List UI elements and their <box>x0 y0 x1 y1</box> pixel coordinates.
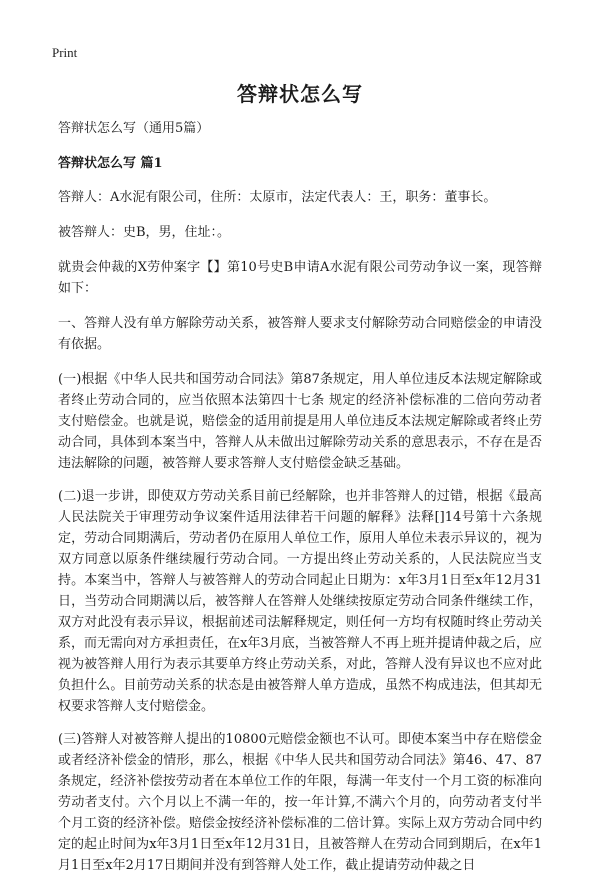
paragraph-sub-two: (二)退一步讲，即使双方劳动关系目前已经解除，也并非答辩人的过错，根据《最高人民法院关于审理劳动争议案件适用法律若干问题的解释》法释[]14号第十六条规定，劳动合同期满后，劳动者仍在原用人单位工作，原用人单位未表示异议的，视为双方同意以原条件继续履行劳动合同。一方提出终止劳动关系的，人民法院应当支持。本案当中，答辩人与被答辩人的劳动合同起止日期为：x年3月1日至x年12月31日，当劳动合同期满以后，被答辩人在答辩人处继续按原定劳动合同条件继续工作，双方对此没有表示异议，根据前述司法解释规定，则任何一方均有权随时终止劳动关系，而无需向对方承担责任，在x年3月底，当被答辩人不再上班并提请仲裁之后，应视为被答辩人用行为表示其要单方终止劳动关系，对此，答辩人没有异议也不应对此负担什么。目前劳动关系的状态是由被答辩人单方造成，虽然不构成违法，但其却无权要求答辩人支付赔偿金。 <box>58 489 542 714</box>
print-label: Print <box>52 45 78 60</box>
paragraph-respondent: 答辩人：A水泥有限公司，住所：太原市，法定代表人：王，职务：董事长。 <box>58 190 497 205</box>
section-heading: 答辩状怎么写 篇1 <box>58 156 163 171</box>
paragraph-claimant: 被答辩人：史B，男，住址：。 <box>58 225 231 240</box>
paragraph-intro: 就贵会仲裁的X劳仲案字【】第10号史B申请A水泥有限公司劳动争议一案，现答辩如下： <box>58 260 542 296</box>
paragraph-sub-three: (三)答辩人对被答辩人提出的10800元赔偿金额也不认可。即使本案当中存在赔偿金或者经济补偿金的情形，那么，根据《中华人民共和国劳动合同法》第46、47、87条规定，经济补偿按劳动者在本单位工作的年限，每满一年支付一个月工资的标准向劳动者支付。六个月以上不满一年的，按一年计算,不满六个月的，向劳动者支付半个月工资的经济补偿。赔偿金按经济补偿标准的二倍计算。实际上双方劳动合同中约定的起止时间为x年3月1日至x年12月31日，且被答辩人在劳动合同到期后，在x年1月1日至x年2月17日期间并没有到答辩人处工作，截止提请劳动仲裁之日 <box>58 732 542 873</box>
document-subtitle: 答辩状怎么写（通用5篇） <box>58 121 210 136</box>
document-body <box>58 118 542 888</box>
document-title: 答辩状怎么写 <box>237 82 363 106</box>
paragraph-sub-one: (一)根据《中华人民共和国劳动合同法》第87条规定，用人单位违反本法规定解除或者终止劳动合同的，应当依照本法第四十七条 规定的经济补偿标准的二倍向劳动者支付赔偿金。也就是说，赔偿金的适用前提是用人单位违反本法规定解除或者终止劳动合同，具体到本案当中，答辩人从未做出过解除劳动关系的意思表示，不存在是否违法解除的问题，被答辩人要求答辩人支付赔偿金缺乏基础。 <box>58 372 542 471</box>
paragraph-point-one: 一、答辩人没有单方解除劳动关系，被答辩人要求支付解除劳动合同赔偿金的申请没有依据。 <box>58 316 542 352</box>
